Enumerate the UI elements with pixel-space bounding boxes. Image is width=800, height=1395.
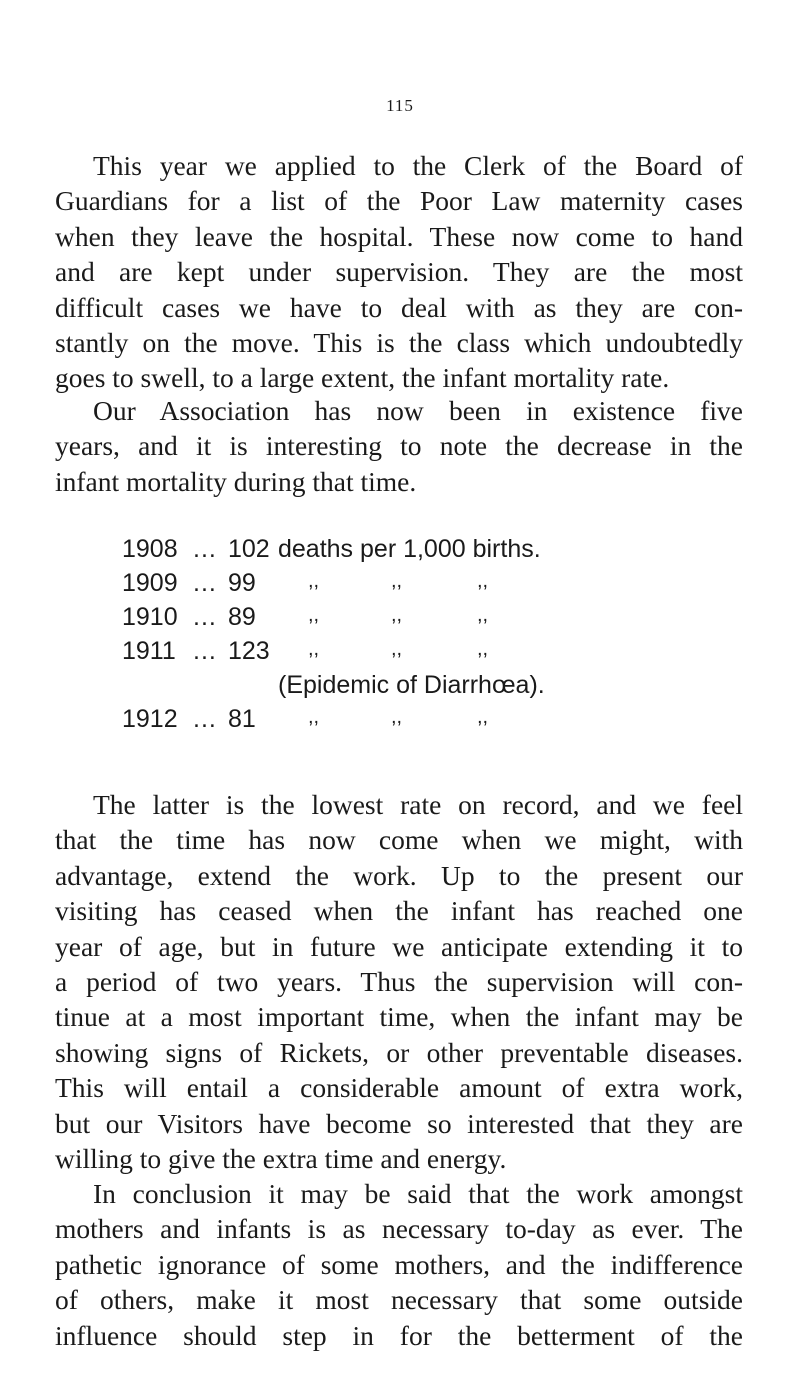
ditto-mark: ,, [391, 570, 403, 592]
text-line: visiting has ceased when the infant has reached one [55, 895, 743, 927]
text-line: a period of two years. Thus the supervision will con- [55, 966, 743, 998]
text-line: advantage, extend the work. Up to the present our [55, 859, 743, 891]
text-line: willing to give the extra time and energy. [55, 1143, 507, 1175]
death-rate: 81 [228, 705, 256, 733]
ditto-mark: ,, [308, 706, 320, 728]
text-line: years, and it is interesting to note the decrease in the [55, 430, 743, 462]
death-rate: 89 [228, 603, 256, 631]
text-line: infant mortality during that time. [55, 465, 417, 497]
year: 1912 [122, 705, 178, 733]
year: 1908 [122, 535, 178, 563]
text-line: Guardians for a list of the Poor Law maternity cases [55, 185, 743, 217]
ditto-mark: ,, [308, 604, 320, 626]
rate-label: deaths per 1,000 births. [278, 535, 541, 563]
text-line: The latter is the lowest rate on record, and we feel [93, 789, 743, 820]
text-line: but our Visitors have become so interested that they are [55, 1107, 743, 1139]
text-line: and are kept under supervision. They are the most [55, 256, 743, 288]
paragraph-extend-work [55, 787, 743, 1176]
death-rate: 102 [228, 535, 270, 563]
ditto-mark: ,, [391, 638, 403, 660]
text-line: when they leave the hospital. These now come to hand [55, 220, 743, 252]
text-line: of others, make it most necessary that some outside [55, 1284, 743, 1316]
text-line: that the time has now come when we might, with [55, 824, 743, 856]
ditto-mark: ,, [308, 638, 320, 660]
paragraph-association-years [55, 393, 743, 499]
leader-dots: ... [193, 603, 217, 631]
text-line: This year we applied to the Clerk of the Board of [93, 150, 743, 181]
text-line: Our Association has now been in existence five [93, 395, 743, 426]
text-line: mothers and infants is as necessary to-day as ever. The [55, 1213, 743, 1245]
leader-dots: ... [193, 705, 217, 733]
ditto-mark: ,, [477, 570, 489, 592]
text-line: difficult cases we have to deal with as they are con- [55, 291, 743, 323]
year: 1911 [122, 637, 176, 665]
text-line: This will entail a considerable amount of extra work, [55, 1072, 743, 1104]
leader-dots: ... [193, 535, 217, 563]
leader-dots: ... [193, 637, 217, 665]
text-line: showing signs of Rickets, or other preventable diseases. [55, 1036, 743, 1068]
ditto-mark: ,, [391, 604, 403, 626]
death-rate: 123 [228, 637, 270, 665]
ditto-mark: ,, [477, 706, 489, 728]
ditto-mark: ,, [477, 638, 489, 660]
text-line: influence should step in for the betterment of the [55, 1319, 743, 1351]
text-line: goes to swell, to a large extent, the infant mortality rate. [55, 362, 670, 394]
ditto-mark: ,, [308, 570, 320, 592]
text-line: year of age, but in future we anticipate extending it to [55, 930, 743, 962]
ditto-mark: ,, [477, 604, 489, 626]
paragraph-poor-law-cases [55, 148, 743, 396]
text-line: In conclusion it may be said that the work amongst [93, 1178, 743, 1209]
epidemic-note: (Epidemic of Diarrhœa). [278, 671, 545, 699]
page-number: 115 [386, 96, 414, 115]
year: 1910 [122, 603, 178, 631]
leader-dots: ... [193, 569, 217, 597]
text-line: pathetic ignorance of some mothers, and the indifference [55, 1248, 743, 1280]
text-line: tinue at a most important time, when the infant may be [55, 1001, 743, 1033]
death-rate: 99 [228, 569, 256, 597]
ditto-mark: ,, [391, 706, 403, 728]
paragraph-conclusion [55, 1176, 743, 1353]
year: 1909 [122, 569, 178, 597]
text-line: stantly on the move. This is the class which undoubtedly [55, 327, 743, 359]
